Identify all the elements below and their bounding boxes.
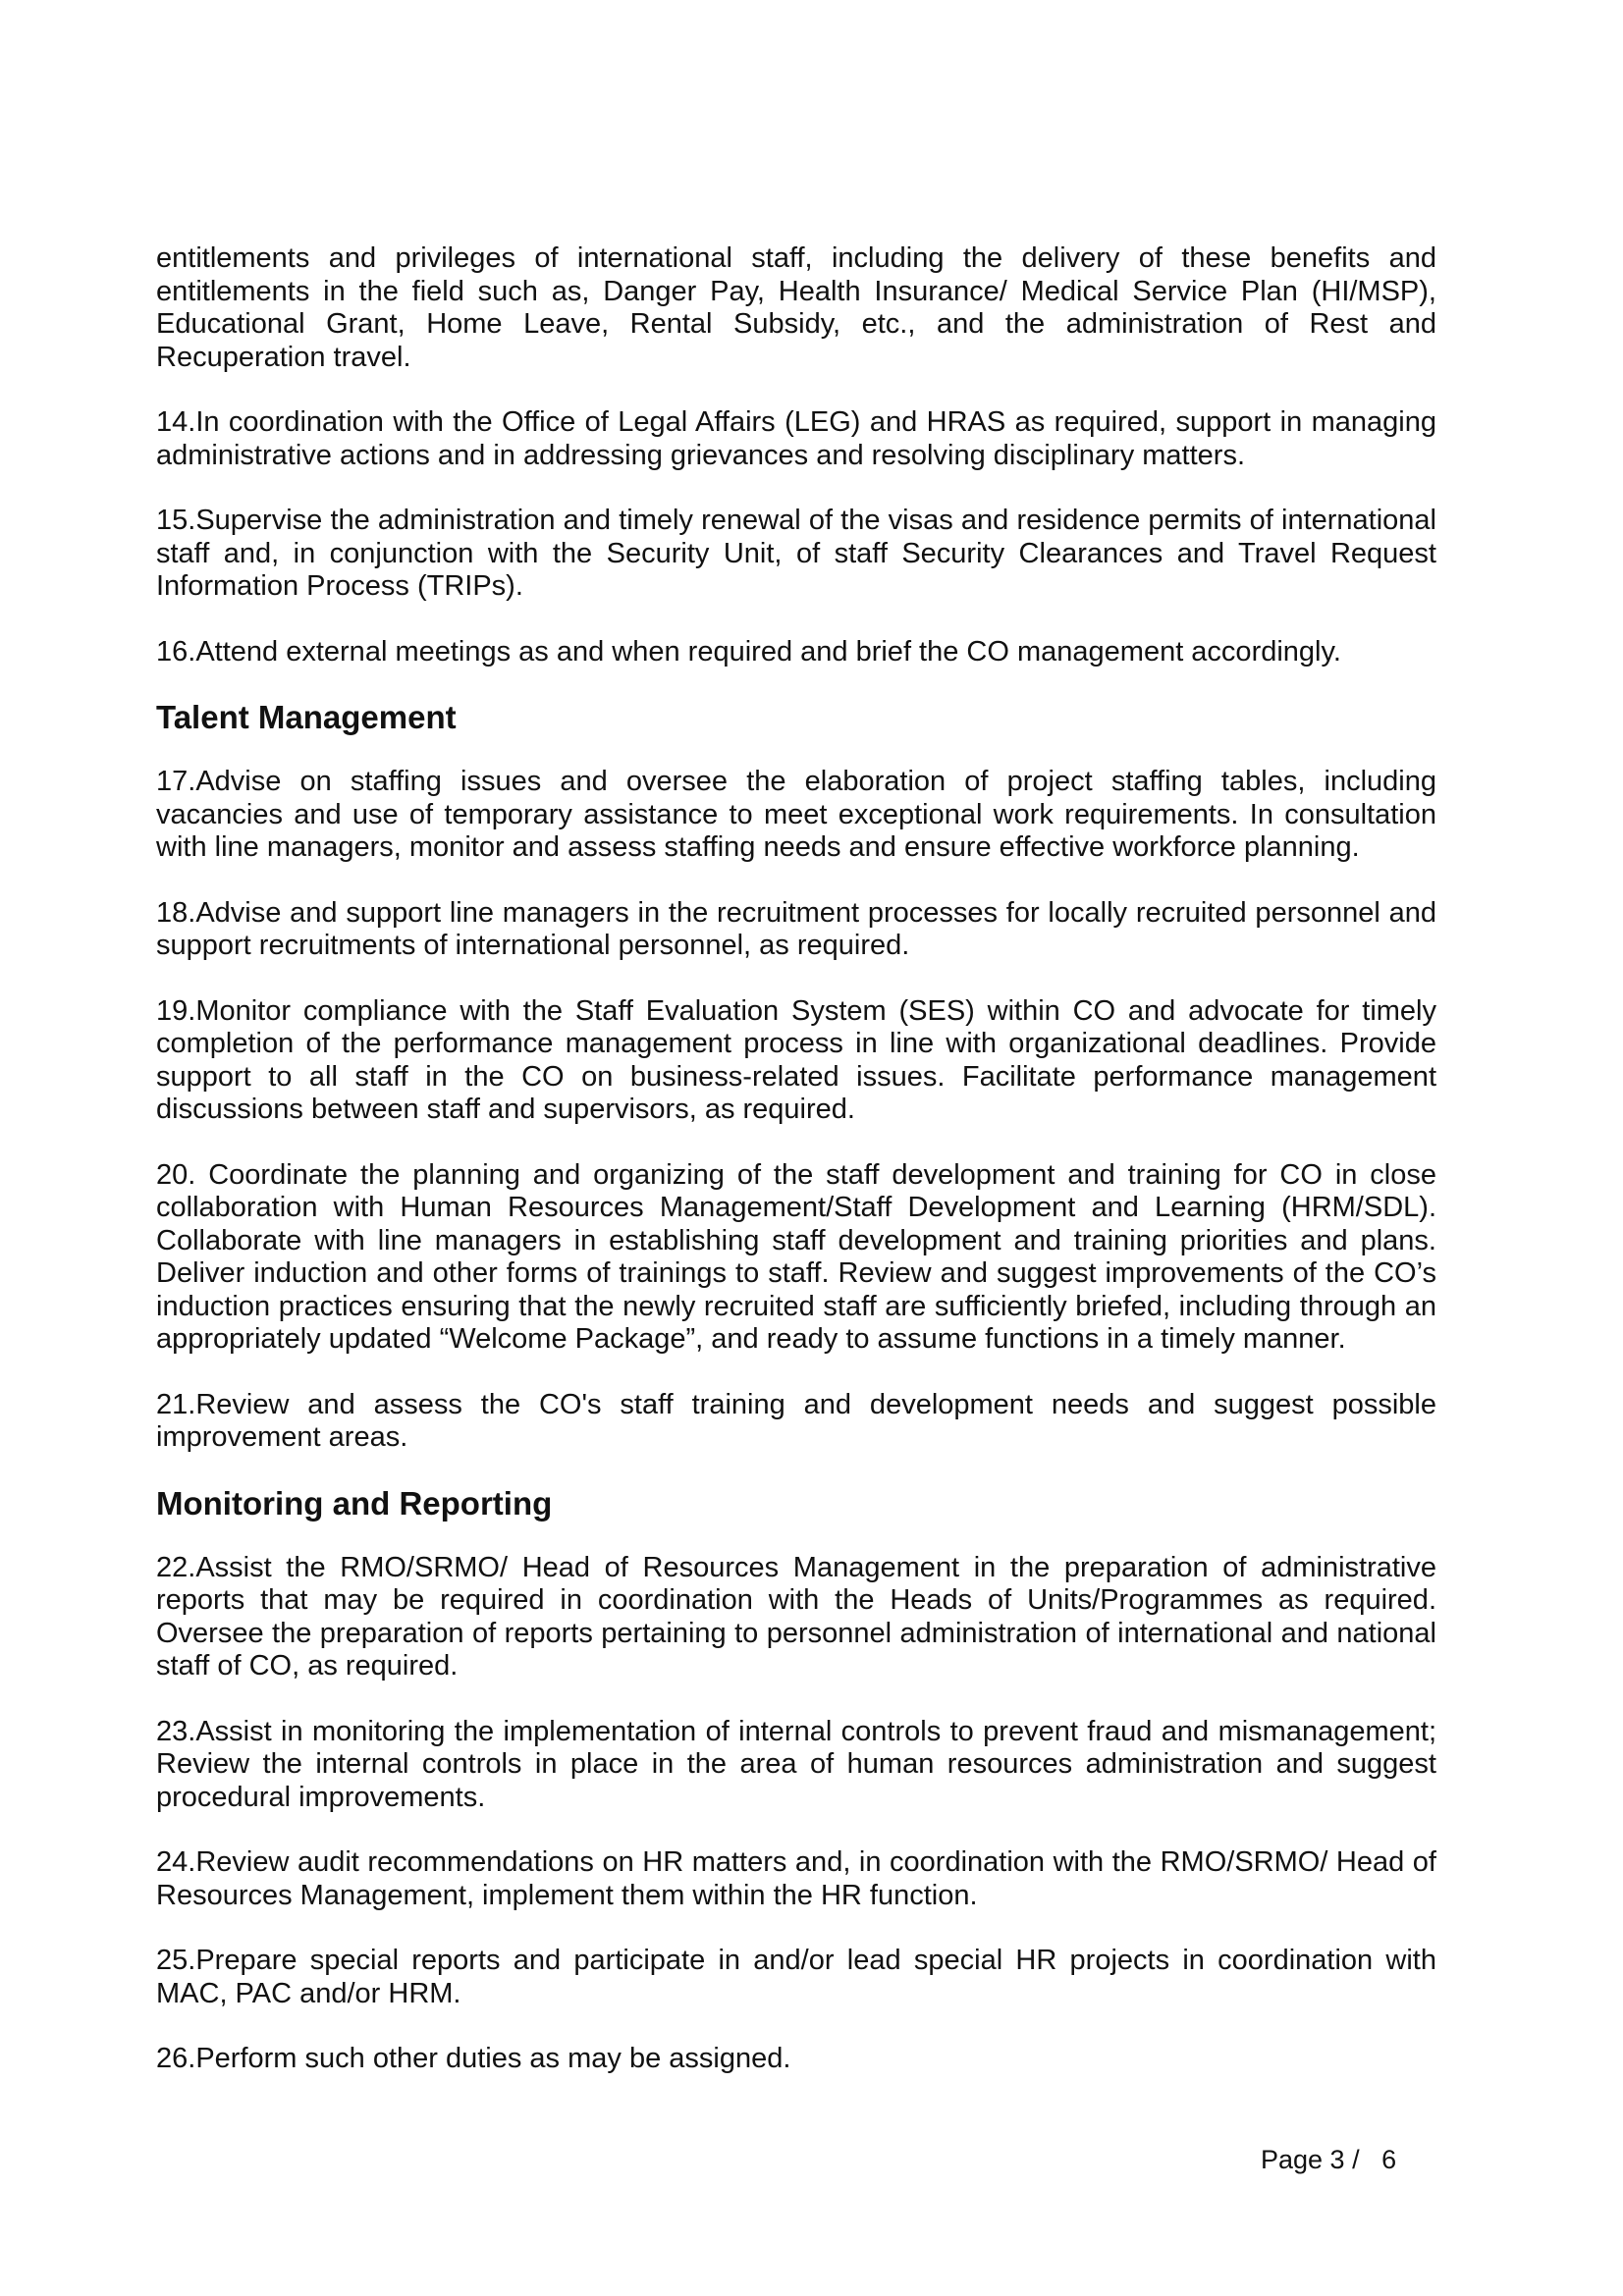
paragraph-13-continued: entitlements and privileges of international staff, including the delivery of these benefits and entitlements in the field such as, Danger Pay, Health Insurance/ Medical Service Plan (HI/MSP), Educational Grant, Home Leave, Rental Subsidy, etc., and the administration of Rest and Recuperation travel. [156,242,1436,373]
paragraph-22: 22.Assist the RMO/SRMO/ Head of Resources Management in the preparation of administrative reports that may be required in coordination with the Heads of Units/Programmes as required. Oversee the preparation of reports pertaining to personnel administration of international and national staff of CO, as required. [156,1551,1436,1682]
paragraph-17: 17.Advise on staffing issues and oversee the elaboration of project staffing tables, including vacancies and use of temporary assistance to meet exceptional work requirements. In consultation with line managers, monitor and assess staffing needs and ensure effective workforce planning. [156,766,1436,863]
paragraph-23: 23.Assist in monitoring the implementation of internal controls to prevent fraud and mismanagement; Review the internal controls in place in the area of human resources administration and suggest procedural improvements. [156,1715,1436,1813]
paragraph-19: 19.Monitor compliance with the Staff Evaluation System (SES) within CO and advocate for timely completion of the performance management process in line with organizational deadlines. Provide support to all staff in the CO on business-related issues. Facilitate performance management discussions between staff and supervisors, as required. [156,994,1436,1125]
document-body [156,242,1436,2109]
section-heading-talent-management: Talent Management [156,699,457,735]
paragraph-21: 21.Review and assess the CO's staff training and development needs and suggest possible improvement areas. [156,1388,1436,1453]
paragraph-18: 18.Advise and support line managers in the recruitment processes for locally recruited personnel and support recruitments of international personnel, as required. [156,896,1436,961]
paragraph-25: 25.Prepare special reports and participate in and/or lead special HR projects in coordination with MAC, PAC and/or HRM. [156,1945,1436,2009]
paragraph-24: 24.Review audit recommendations on HR matters and, in coordination with the RMO/SRMO/ Head of Resources Management, implement them within the HR function. [156,1846,1436,1911]
paragraph-26: 26.Perform such other duties as may be assigned. [156,2043,791,2074]
paragraph-20: 20. Coordinate the planning and organizing of the staff development and training for CO in close collaboration with Human Resources Management/Staff Development and Learning (HRM/SDL). Collaborate with line managers in establishing staff development and training priorities and plans. Deliver induction and other forms of trainings to staff. Review and suggest improvements of the CO’s induction practices ensuring that the newly recruited staff are sufficiently briefed, including through an appropriately updated “Welcome Package”, and ready to assume functions in a timely manner. [156,1158,1436,1355]
paragraph-16: 16.Attend external meetings as and when required and brief the CO management accordingly. [156,635,1341,667]
page-number: Page 3 / 6 [1261,2145,1397,2174]
paragraph-14: 14.In coordination with the Office of Legal Affairs (LEG) and HRAS as required, support in managing administrative actions and in addressing grievances and resolving disciplinary matters. [156,406,1436,471]
paragraph-15: 15.Supervise the administration and timely renewal of the visas and residence permits of international staff and, in conjunction with the Security Unit, of staff Security Clearances and Travel Request Information Process (TRIPs). [156,505,1436,602]
section-heading-monitoring-and-reporting: Monitoring and Reporting [156,1484,553,1522]
